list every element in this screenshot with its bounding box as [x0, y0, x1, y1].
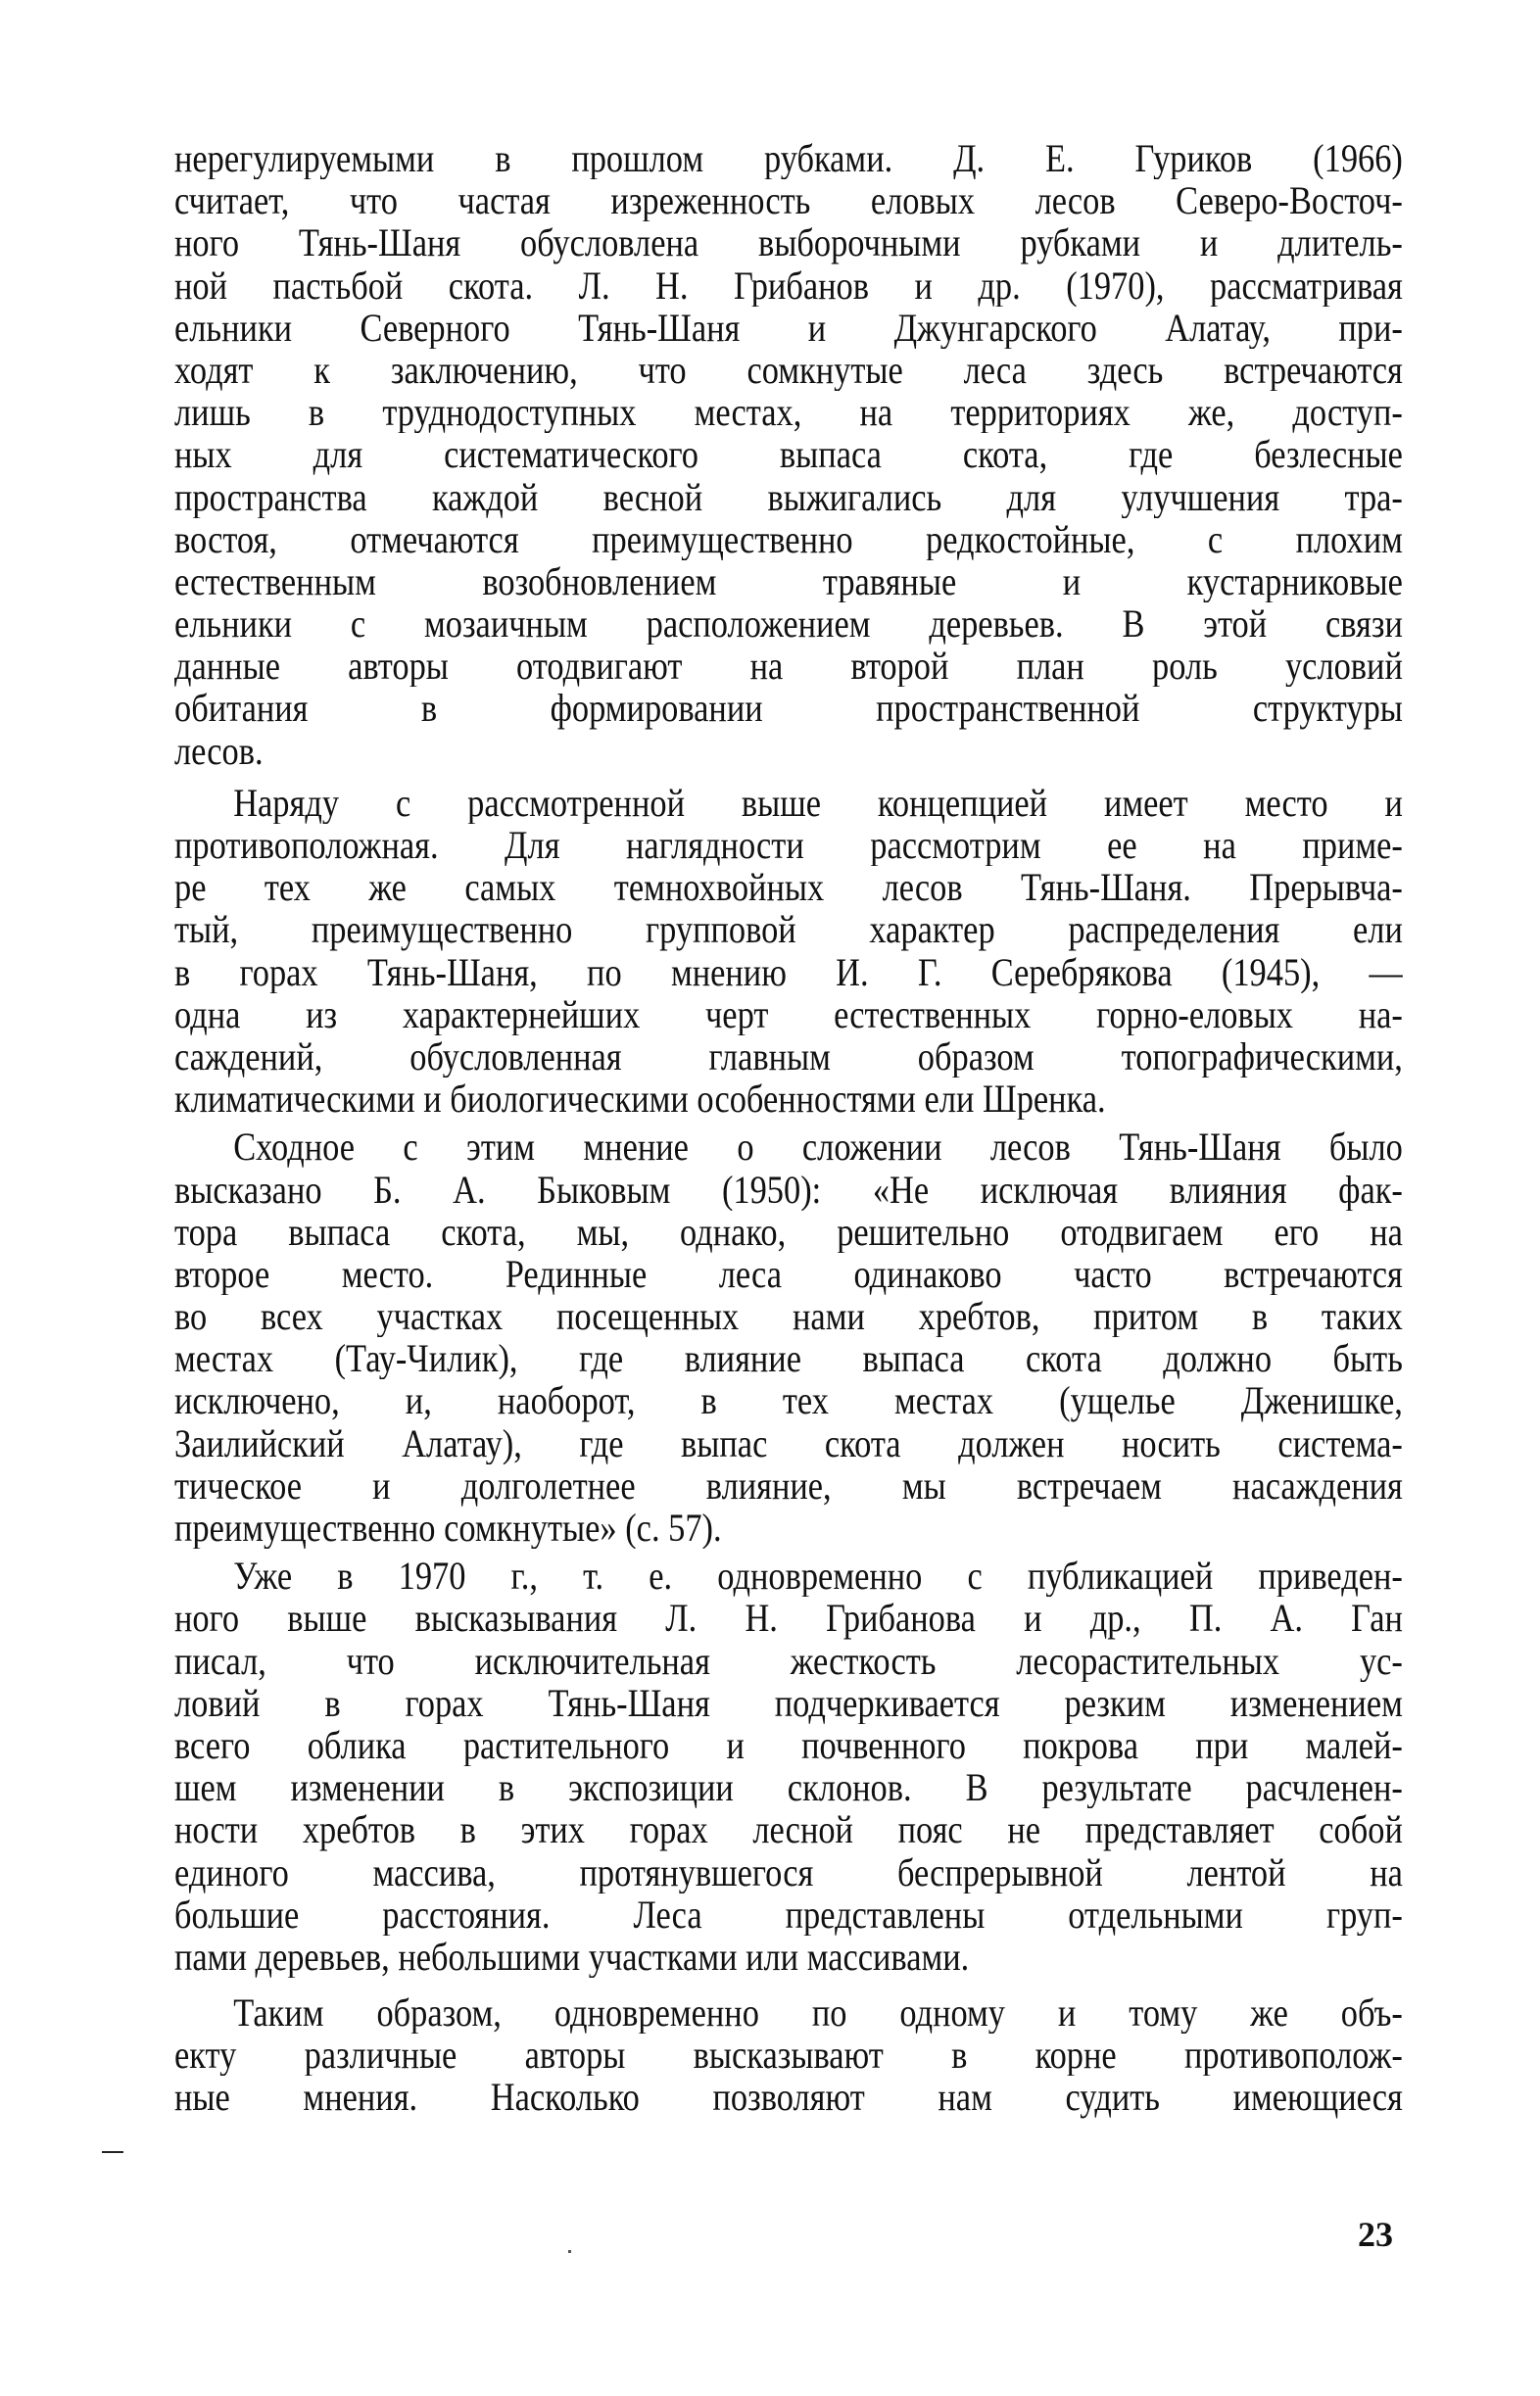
paragraph	[174, 1126, 1403, 1549]
paragraph	[174, 137, 1403, 772]
text-line: нерегулируемыми в прошлом рубками. Д. Е. Гуриков (1966)	[174, 137, 1403, 180]
margin-mark	[102, 2151, 123, 2153]
text-line: Сходное с этим мнение о сложении лесов Тянь-Шаня было	[233, 1126, 1403, 1169]
text-line: тый, преимущественно групповой характер распределения ели	[174, 908, 1403, 951]
text-line: обитания в формировании пространственной структуры	[174, 687, 1403, 730]
text-line: ного выше высказывания Л. Н. Грибанова и др., П. А. Ган	[174, 1597, 1403, 1640]
text-line: ловий в горах Тянь-Шаня подчеркивается резким изменением	[174, 1681, 1403, 1724]
text-line: востоя, отмечаются преимущественно редкостойные, с плохим	[174, 517, 1403, 560]
text-line: ельники Северного Тянь-Шаня и Джунгарского Алатау, при-	[174, 306, 1403, 349]
text-line: саждений, обусловленная главным образом топографическими,	[174, 1034, 1403, 1078]
text-line: единого массива, протянувшегося беспрерывной лентой на	[174, 1850, 1403, 1893]
text-line: высказано Б. А. Быковым (1950): «Не исключая влияния фак-	[174, 1168, 1403, 1211]
text-line: шем изменении в экспозиции склонов. В результате расчленен-	[174, 1766, 1403, 1809]
text-line: пами деревьев, небольшими участками или массивами.	[174, 1935, 970, 1979]
text-line: Заилийский Алатау), где выпас скота должен носить система-	[174, 1421, 1403, 1464]
text-line: тора выпаса скота, мы, однако, решительно отодвигаем его на	[174, 1210, 1403, 1253]
text-line: всего облика растительного и почвенного покрова при малей-	[174, 1723, 1403, 1767]
text-line: ной пастьбой скота. Л. Н. Грибанов и др. (1970), рассматривая	[174, 264, 1403, 307]
text-line: одна из характернейших черт естественных горно-еловых на-	[174, 992, 1403, 1035]
text-line: ности хребтов в этих горах лесной пояс не представляет собой	[174, 1808, 1403, 1851]
text-line: Таким образом, одновременно по одному и тому же объ-	[233, 1991, 1403, 2035]
text-line: второе место. Рединные леса одинаково часто встречаются	[174, 1252, 1403, 1296]
text-line: противоположная. Для наглядности рассмотрим ее на приме-	[174, 824, 1403, 867]
text-line: тическое и долголетнее влияние, мы встречаем насаждения	[174, 1463, 1403, 1507]
text-line: данные авторы отодвигают на второй план роль условий	[174, 645, 1403, 688]
text-line: климатическими и биологическими особенностями ели Шренка.	[174, 1078, 1106, 1121]
scan-speck	[568, 2250, 571, 2253]
text-line: в горах Тянь-Шаня, по мнению И. Г. Серебрякова (1945), —	[174, 950, 1403, 993]
text-line: Наряду с рассмотренной выше концепцией имеет место и	[233, 781, 1403, 824]
page-number: 23	[1358, 2215, 1393, 2254]
text-line: лишь в труднодоступных местах, на территориях же, доступ-	[174, 391, 1403, 434]
text-line: ельники с мозаичным расположением деревьев. В этой связи	[174, 602, 1403, 646]
text-line: естественным возобновлением травяные и кустарниковые	[174, 559, 1403, 603]
text-line: большие расстояния. Леса представлены отдельными груп-	[174, 1893, 1403, 1936]
text-line: лесов.	[174, 729, 264, 772]
text-line: пространства каждой весной выжигались для улучшения тра-	[174, 475, 1403, 518]
text-line: Уже в 1970 г., т. е. одновременно с публикацией приведен-	[233, 1555, 1403, 1598]
text-line: писал, что исключительная жесткость лесорастительных ус-	[174, 1639, 1403, 1682]
text-line: местах (Тау-Чилик), где влияние выпаса скота должно быть	[174, 1337, 1403, 1380]
text-line: ного Тянь-Шаня обусловлена выборочными рубками и длитель-	[174, 221, 1403, 264]
text-line: преимущественно сомкнутые» (с. 57).	[174, 1507, 722, 1550]
paragraph	[174, 1555, 1403, 1978]
text-line: во всех участках посещенных нами хребтов, притом в таких	[174, 1295, 1403, 1338]
text-line: екту различные авторы высказывают в корне противополож-	[174, 2034, 1403, 2077]
paragraph	[174, 782, 1403, 1121]
text-line: ных для систематического выпаса скота, где безлесные	[174, 433, 1403, 476]
text-line: ходят к заключению, что сомкнутые леса здесь встречаются	[174, 348, 1403, 392]
text-line: исключено, и, наоборот, в тех местах (ущелье Дженишке,	[174, 1379, 1403, 1422]
text-line: ре тех же самых темнохвойных лесов Тянь-Шаня. Прерывча-	[174, 866, 1403, 909]
page-body	[174, 137, 1403, 2119]
paragraph	[174, 1991, 1403, 2119]
text-line: ные мнения. Насколько позволяют нам судить имеющиеся	[174, 2076, 1403, 2119]
text-line: считает, что частая изреженность еловых лесов Северо-Восточ-	[174, 179, 1403, 222]
